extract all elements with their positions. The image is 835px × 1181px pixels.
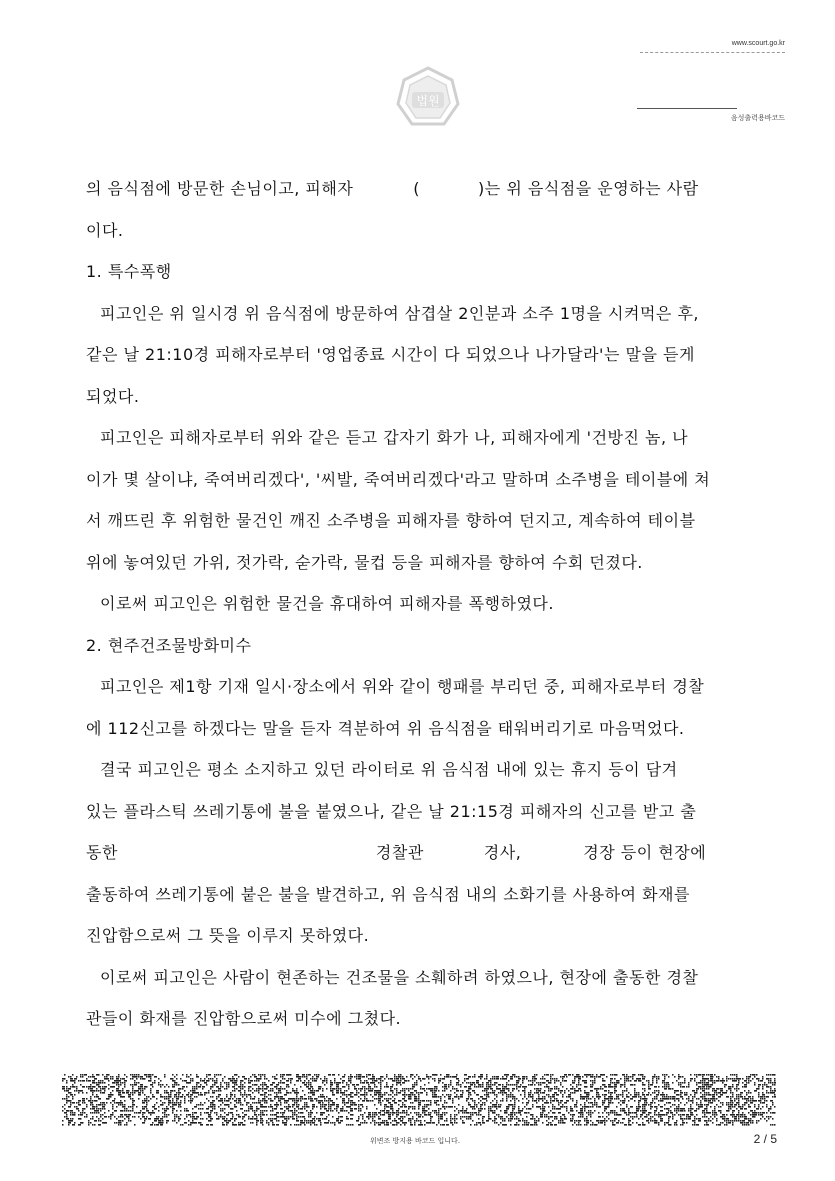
body-line: 진압함으로써 그 뜻을 이루지 못하였다. bbox=[86, 926, 370, 945]
body-line: 이로써 피고인은 위험한 물건을 휴대하여 피해자를 폭행하였다. bbox=[100, 594, 554, 613]
body-line: 이가 몇 살이냐, 죽여버리겠다', '씨발, 죽여버리겠다'라고 말하며 소주병을 테이블에 쳐 bbox=[86, 469, 711, 489]
body-line: 같은 날 21:10경 피해자로부터 '영업종료 시간이 다 되었으나 나가달라'는 말을 듣게 bbox=[86, 345, 695, 364]
section-heading: 1. 특수폭행 bbox=[86, 262, 172, 281]
document-body bbox=[86, 168, 770, 1040]
body-line: 결국 피고인은 평소 소지하고 있던 라이터로 위 음식점 내에 있는 휴지 등이 담겨 bbox=[100, 760, 678, 779]
body-line: 의 음식점에 방문한 손님이고, 피해자 ( )는 위 음식점을 운영하는 사람 bbox=[86, 179, 699, 198]
body-line: 있는 플라스틱 쓰레기통에 불을 붙였으나, 같은 날 21:15경 피해자의 신고를 받고 출 bbox=[86, 801, 697, 821]
body-line: 피고인은 위 일시경 위 음식점에 방문하여 삼겹살 2인분과 소주 1명을 시켜먹은 후, bbox=[100, 303, 699, 323]
seal-text: 법원 bbox=[416, 94, 440, 108]
header-dashed-line bbox=[640, 52, 785, 53]
anti-forgery-barcode bbox=[62, 1074, 776, 1126]
body-line: 피고인은 피해자로부터 위와 같은 듣고 갑자기 화가 나, 피해자에게 '건방진 놈, 나 bbox=[100, 428, 689, 447]
body-line: 출동하여 쓰레기통에 붙은 불을 발견하고, 위 음식점 내의 소화기를 사용하여 화재를 bbox=[86, 884, 690, 904]
body-line: 되었다. bbox=[86, 386, 140, 406]
site-url: www.scourt.go.kr bbox=[731, 40, 785, 47]
section-heading: 2. 현주건조물방화미수 bbox=[86, 635, 252, 655]
body-line: 위에 놓여있던 가위, 젓가락, 숟가락, 물컵 등을 피해자를 향하여 수회 던졌다. bbox=[86, 552, 643, 572]
barcode-notice: 위변조 방지용 바코드 입니다. bbox=[370, 1137, 461, 1145]
court-seal-watermark bbox=[392, 62, 464, 134]
body-line: 이다. bbox=[86, 220, 124, 240]
page-number: 2 / 5 bbox=[753, 1132, 777, 1146]
barcode-label: 음성출력용바코드 bbox=[730, 114, 785, 122]
body-line: 동한 경찰관 경사, 경장 등이 현장에 bbox=[86, 843, 707, 862]
body-line: 에 112신고를 하겠다는 말을 듣자 격분하여 위 음식점을 태워버리기로 마음먹었다. bbox=[86, 718, 685, 738]
body-line: 이로써 피고인은 사람이 현존하는 건조물을 소훼하려 하였으나, 현장에 출동한 경찰 bbox=[100, 967, 699, 987]
body-line: 서 깨뜨린 후 위험한 물건인 깨진 소주병을 피해자를 향하여 던지고, 계속하여 테이블 bbox=[86, 511, 696, 530]
body-line: 피고인은 제1항 기재 일시·장소에서 위와 같이 행패를 부리던 중, 피해자로부터 경찰 bbox=[100, 677, 705, 696]
body-line: 관들이 화재를 진압함으로써 미수에 그쳤다. bbox=[86, 1009, 402, 1028]
barcode-line bbox=[637, 108, 737, 109]
